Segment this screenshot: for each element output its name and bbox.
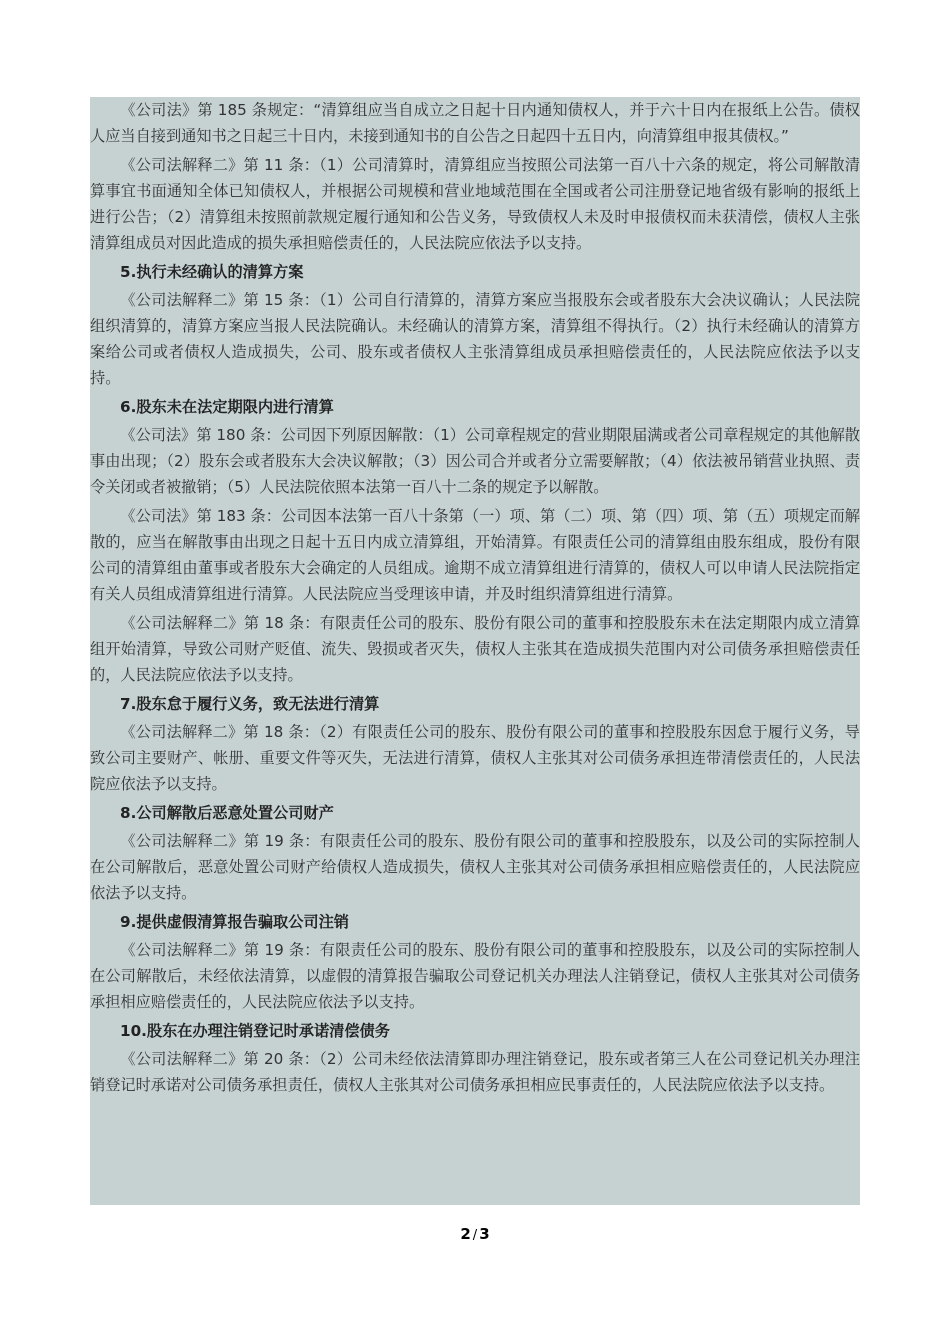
paragraph-interp2-art19-b: 《公司法解释二》第 19 条：有限责任公司的股东、股份有限公司的董事和控股股东，以及公司的实际控制人在公司解散后，未经依法清算，以虚假的清算报告骗取公司登记机关办理法人注销登记，债权人主张其对公司债务承担相应赔偿责任的，人民法院应依法予以支持。 [90, 941, 860, 1011]
section-heading-6: 6.股东未在法定期限内进行清算 [120, 398, 334, 416]
section-heading-9: 9.提供虚假清算报告骗取公司注销 [120, 913, 349, 931]
paragraph-interp2-art11: 《公司法解释二》第 11 条：（1）公司清算时，清算组应当按照公司法第一百八十六条的规定，将公司解散清算事宜书面通知全体已知债权人，并根据公司规模和营业地域范围在全国或者公司注册登记地省级有影响的报纸上进行公告；（2）清算组未按照前款规定履行通知和公告义务，导致债权人未及时申报债权而未获清偿，债权人主张清算组成员对因此造成的损失承担赔偿责任的，人民法院应依法予以支持。 [90, 156, 860, 252]
page-number [0, 1225, 950, 1243]
section-heading-10: 10.股东在办理注销登记时承诺清偿债务 [120, 1022, 390, 1040]
paragraph-art183: 《公司法》第 183 条：公司因本法第一百八十条第（一）项、第（二）项、第（四）项、第（五）项规定而解散的，应当在解散事由出现之日起十五日内成立清算组，开始清算。有限责任公司的清算组由股东组成，股份有限公司的清算组由董事或者股东大会确定的人员组成。逾期不成立清算组进行清算的，债权人可以申请人民法院指定有关人员组成清算组进行清算。人民法院应当受理该申请，并及时组织清算组进行清算。 [90, 507, 860, 603]
paragraph-art180: 《公司法》第 180 条：公司因下列原因解散：（1）公司章程规定的营业期限届满或者公司章程规定的其他解散事由出现；（2）股东会或者股东大会决议解散；（3）因公司合并或者分立需要解散；（4）依法被吊销营业执照、责令关闭或者被撤销；（5）人民法院依照本法第一百八十二条的规定予以解散。 [90, 426, 860, 496]
paragraph-interp2-art20: 《公司法解释二》第 20 条：（2）公司未经依法清算即办理注销登记，股东或者第三人在公司登记机关办理注销登记时承诺对公司债务承担责任，债权人主张其对公司债务承担相应民事责任的，人民法院应依法予以支持。 [90, 1050, 860, 1094]
paragraph-interp2-art15: 《公司法解释二》第 15 条：（1）公司自行清算的，清算方案应当报股东会或者股东大会决议确认；人民法院组织清算的，清算方案应当报人民法院确认。未经确认的清算方案，清算组不得执行。（2）执行未经确认的清算方案给公司或者债权人造成损失，公司、股东或者债权人主张清算组成员承担赔偿责任的，人民法院应依法予以支持。 [90, 291, 860, 387]
total-page-count: 3 [479, 1225, 490, 1243]
section-heading-7: 7.股东怠于履行义务，致无法进行清算 [120, 695, 380, 713]
paragraph-interp2-art18: 《公司法解释二》第 18 条：有限责任公司的股东、股份有限公司的董事和控股股东未在法定期限内成立清算组开始清算，导致公司财产贬值、流失、毁损或者灭失，债权人主张其在造成损失范围内对公司债务承担赔偿责任的，人民法院应依法予以支持。 [90, 614, 860, 684]
current-page-number: 2 [460, 1225, 471, 1243]
paragraph-interp2-art19: 《公司法解释二》第 19 条：有限责任公司的股东、股份有限公司的董事和控股股东，以及公司的实际控制人在公司解散后，恶意处置公司财产给债权人造成损失，债权人主张其对公司债务承担相应赔偿责任的，人民法院应依法予以支持。 [90, 832, 860, 902]
section-heading-5: 5.执行未经确认的清算方案 [120, 263, 304, 281]
paragraph-interp2-art18-2: 《公司法解释二》第 18 条：（2）有限责任公司的股东、股份有限公司的董事和控股股东因怠于履行义务，导致公司主要财产、帐册、重要文件等灭失，无法进行清算，债权人主张其对公司债务承担连带清偿责任的，人民法院应依法予以支持。 [90, 723, 860, 793]
page-number-separator: / [472, 1228, 478, 1243]
paragraph-art185: 《公司法》第 185 条规定：“清算组应当自成立之日起十日内通知债权人，并于六十日内在报纸上公告。债权人应当自接到通知书之日起三十日内，未接到通知书的自公告之日起四十五日内，向清算组申报其债权。” [90, 101, 860, 145]
section-heading-8: 8.公司解散后恶意处置公司财产 [120, 804, 334, 822]
document-body [90, 97, 860, 1205]
